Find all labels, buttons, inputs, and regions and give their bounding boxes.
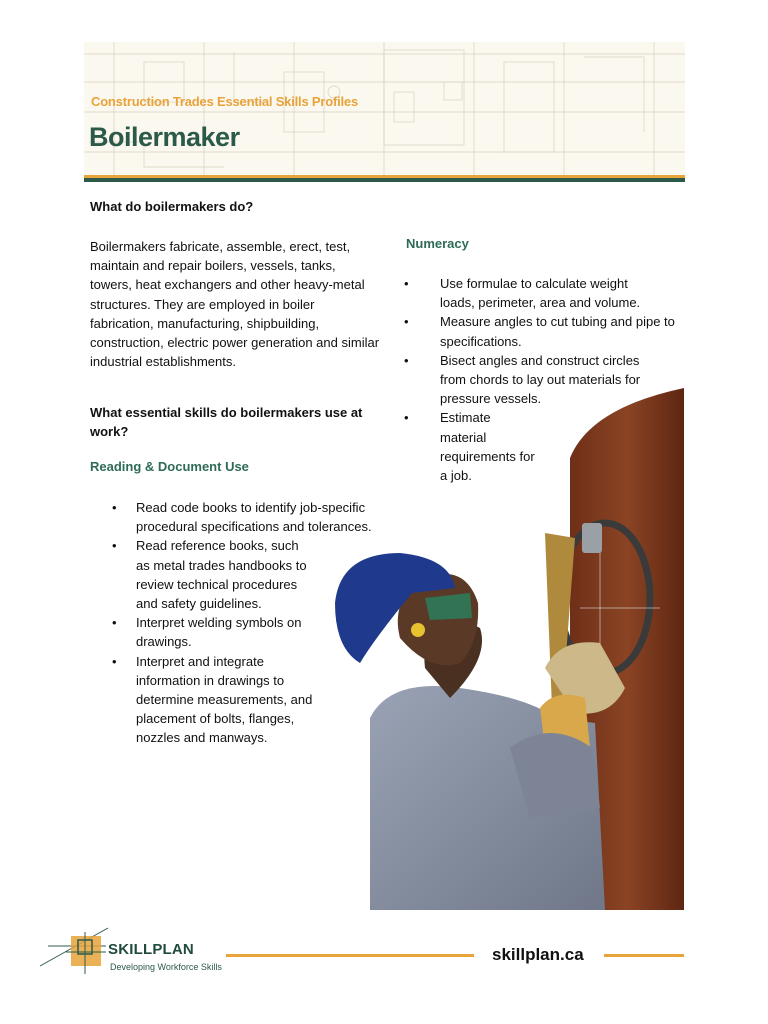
reading-heading: Reading & Document Use [90,459,249,474]
bullet-icon: • [404,314,409,330]
website-link[interactable]: skillplan.ca [492,945,584,964]
list-item [404,312,689,350]
bullet-icon: • [112,538,117,554]
torch-tip [582,523,602,553]
list-item-text: Interpret and integrate information in drawings to determine measurements, and placement of bolts, flanges, nozzles and manways. [136,653,313,746]
bullet-icon: • [112,615,117,631]
blueprint-background [84,42,685,177]
bullet-icon: • [112,653,117,669]
skills-question: What essential skills do boilermakers use at work? [90,405,363,439]
earplug [411,623,425,637]
logo-wordmark: SKILLPLAN [108,941,194,958]
numeracy-heading: Numeracy [406,236,469,251]
list-item-text: Read reference books, such as metal trades handbooks to review technical procedures and safety guidelines. [136,538,307,612]
list-item-text: Bisect angles and construct circles from chords to lay out materials for pressure vessels. [440,352,641,407]
bullet-icon: • [404,276,409,291]
header-divider-green [84,178,685,182]
bullet-icon: • [112,500,117,515]
intro-question: What do boilermakers do? [90,199,254,214]
list-item-text: Interpret welding symbols on drawings. [136,615,302,650]
list-item-text: Estimate material requirements for a job. [440,410,535,484]
bullet-icon: • [404,410,409,426]
list-item-text: Measure angles to cut tubing and pipe to specifications. [440,314,675,349]
profile-series-label: Construction Trades Essential Skills Profiles [91,94,358,109]
page-title: Boilermaker [89,122,240,152]
footer-divider-right [604,954,684,957]
list-item [404,274,689,312]
boilermaker-photo [330,388,684,910]
header-banner [84,42,685,177]
bullet-icon: • [404,352,409,368]
footer-divider-left [226,954,474,957]
list-item-text: Use formulae to calculate weight loads, perimeter, area and volume. [440,276,641,311]
list-item-text: Read code books to identify job-specific procedural specifications and tolerances. [136,500,372,535]
intro-paragraph: Boilermakers fabricate, assemble, erect, test, maintain and repair boilers, vessels, tanks, towers, heat exchangers and other heavy-metal structures. They are employed in boiler fabrication, manufacturing, shipbuilding, construction, electric power generation and similar industrial establishments. [90,239,380,370]
logo-tagline: Developing Workforce Skills [110,962,222,972]
